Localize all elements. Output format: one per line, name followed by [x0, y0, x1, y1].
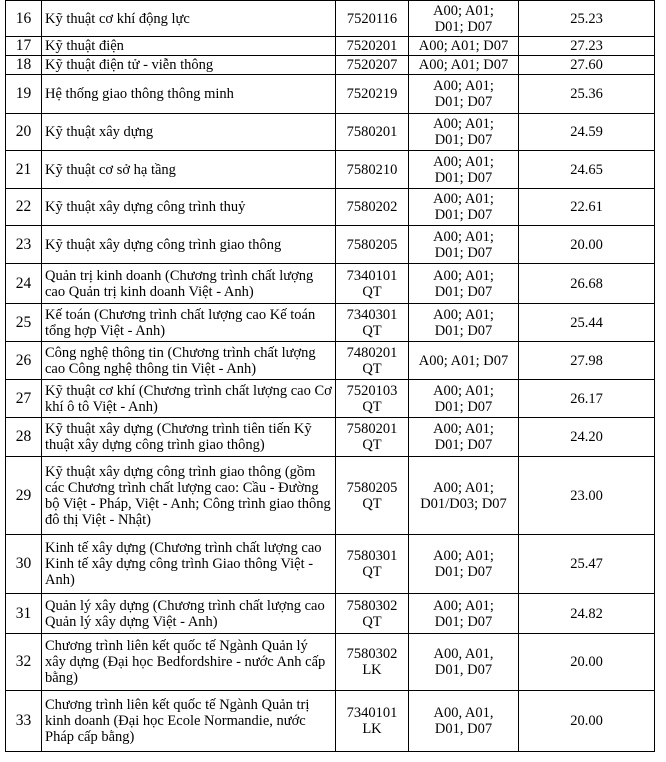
subject-combination: A00; A01; D01; D07	[409, 1, 519, 37]
admission-score: 22.61	[519, 189, 655, 226]
subject-combination: A00; A01; D01; D07	[409, 226, 519, 264]
subject-combination: A00; A01; D01; D07	[409, 151, 519, 189]
program-name: Công nghệ thông tin (Chương trình chất lượng cao Công nghệ thông tin Việt - Anh)	[42, 342, 336, 380]
row-number: 29	[6, 457, 42, 535]
row-number: 24	[6, 264, 42, 304]
program-name: Quản trị kinh doanh (Chương trình chất lượng cao Quản trị kinh doanh Việt - Anh)	[42, 264, 336, 304]
program-name: Kỹ thuật xây dựng công trình giao thông	[42, 226, 336, 264]
row-number: 33	[6, 691, 42, 752]
program-name: Kỹ thuật xây dựng công trình giao thông (gồm các Chương trình chất lượng cao: Cầu - Đường bộ Việt - Pháp, Việt - Anh; Công trình giao thông đô thị Việt - Nhật)	[42, 457, 336, 535]
program-code: 7580302 LK	[336, 634, 409, 691]
program-code: 7520201	[336, 37, 409, 56]
table-row	[6, 75, 655, 114]
subject-combination: A00; A01; D01/D03; D07	[409, 457, 519, 535]
subject-combination: A00, A01, D01, D07	[409, 691, 519, 752]
admission-score: 27.98	[519, 342, 655, 380]
admission-score: 25.47	[519, 535, 655, 594]
admission-score: 26.17	[519, 380, 655, 418]
table-row	[6, 226, 655, 264]
table-row	[6, 1, 655, 37]
program-name: Kỹ thuật cơ khí (Chương trình chất lượng cao Cơ khí ô tô Việt - Anh)	[42, 380, 336, 418]
program-name: Kỹ thuật xây dựng (Chương trình tiên tiến Kỹ thuật xây dựng công trình giao thông)	[42, 418, 336, 457]
program-name: Chương trình liên kết quốc tế Ngành Quản lý xây dựng (Đại học Bedfordshire - nước Anh cấp bằng)	[42, 634, 336, 691]
table-row	[6, 189, 655, 226]
program-code: 7580205	[336, 226, 409, 264]
admission-score: 25.44	[519, 304, 655, 342]
admission-score: 26.68	[519, 264, 655, 304]
row-number: 19	[6, 75, 42, 114]
program-code: 7580202	[336, 189, 409, 226]
row-number: 30	[6, 535, 42, 594]
row-number: 20	[6, 114, 42, 151]
program-name: Kỹ thuật cơ khí động lực	[42, 1, 336, 37]
program-code: 7340101 QT	[336, 264, 409, 304]
row-number: 21	[6, 151, 42, 189]
admission-score: 27.23	[519, 37, 655, 56]
table-row	[6, 594, 655, 634]
table-row	[6, 114, 655, 151]
program-code: 7580205 QT	[336, 457, 409, 535]
table-row	[6, 37, 655, 56]
program-code: 7580201	[336, 114, 409, 151]
admission-score: 20.00	[519, 634, 655, 691]
row-number: 28	[6, 418, 42, 457]
admission-score: 25.36	[519, 75, 655, 114]
subject-combination: A00; A01; D01; D07	[409, 189, 519, 226]
subject-combination: A00; A01; D01; D07	[409, 418, 519, 457]
program-code: 7520103 QT	[336, 380, 409, 418]
row-number: 25	[6, 304, 42, 342]
row-number: 23	[6, 226, 42, 264]
program-code: 7520207	[336, 56, 409, 75]
row-number: 22	[6, 189, 42, 226]
program-name: Quản lý xây dựng (Chương trình chất lượng cao Quản lý xây dựng Việt - Anh)	[42, 594, 336, 634]
program-code: 7480201 QT	[336, 342, 409, 380]
admission-score: 24.59	[519, 114, 655, 151]
row-number: 32	[6, 634, 42, 691]
table-row	[6, 457, 655, 535]
program-name: Kỹ thuật xây dựng công trình thuỷ	[42, 189, 336, 226]
program-name: Hệ thống giao thông thông minh	[42, 75, 336, 114]
row-number: 31	[6, 594, 42, 634]
subject-combination: A00; A01; D01; D07	[409, 594, 519, 634]
subject-combination: A00; A01; D07	[409, 56, 519, 75]
table-row	[6, 535, 655, 594]
program-name: Kỹ thuật cơ sở hạ tầng	[42, 151, 336, 189]
table-row	[6, 418, 655, 457]
program-name: Kế toán (Chương trình chất lượng cao Kế toán tổng hợp Việt - Anh)	[42, 304, 336, 342]
admission-score: 20.00	[519, 691, 655, 752]
program-name: Kỹ thuật điện tử - viễn thông	[42, 56, 336, 75]
table-row	[6, 304, 655, 342]
admission-score: 24.20	[519, 418, 655, 457]
subject-combination: A00; A01; D01; D07	[409, 304, 519, 342]
row-number: 17	[6, 37, 42, 56]
table-row	[6, 151, 655, 189]
admission-score: 25.23	[519, 1, 655, 37]
table-row	[6, 380, 655, 418]
subject-combination: A00, A01, D01, D07	[409, 634, 519, 691]
subject-combination: A00; A01; D01; D07	[409, 114, 519, 151]
subject-combination: A00; A01; D01; D07	[409, 264, 519, 304]
subject-combination: A00; A01; D01; D07	[409, 380, 519, 418]
program-name: Chương trình liên kết quốc tế Ngành Quản trị kinh doanh (Đại học Ecole Normandie, nước Pháp cấp bằng)	[42, 691, 336, 752]
program-name: Kỹ thuật điện	[42, 37, 336, 56]
subject-combination: A00; A01; D07	[409, 37, 519, 56]
admission-score: 24.65	[519, 151, 655, 189]
admission-score: 23.00	[519, 457, 655, 535]
program-code: 7580302 QT	[336, 594, 409, 634]
table-row	[6, 56, 655, 75]
program-name: Kỹ thuật xây dựng	[42, 114, 336, 151]
row-number: 27	[6, 380, 42, 418]
program-code: 7340101 LK	[336, 691, 409, 752]
admission-score: 27.60	[519, 56, 655, 75]
row-number: 26	[6, 342, 42, 380]
program-code: 7340301 QT	[336, 304, 409, 342]
subject-combination: A00; A01; D01; D07	[409, 75, 519, 114]
subject-combination: A00; A01; D07	[409, 342, 519, 380]
program-code: 7580210	[336, 151, 409, 189]
table-row	[6, 634, 655, 691]
table-row	[6, 264, 655, 304]
table-row	[6, 342, 655, 380]
program-code: 7520219	[336, 75, 409, 114]
subject-combination: A00; A01; D01; D07	[409, 535, 519, 594]
admission-score: 24.82	[519, 594, 655, 634]
program-name: Kinh tế xây dựng (Chương trình chất lượng cao Kinh tế xây dựng công trình Giao thông Việt - Anh)	[42, 535, 336, 594]
program-code: 7580201 QT	[336, 418, 409, 457]
admission-scores-table	[5, 0, 655, 752]
row-number: 16	[6, 1, 42, 37]
row-number: 18	[6, 56, 42, 75]
admission-score: 20.00	[519, 226, 655, 264]
program-code: 7580301 QT	[336, 535, 409, 594]
program-code: 7520116	[336, 1, 409, 37]
table-row	[6, 691, 655, 752]
